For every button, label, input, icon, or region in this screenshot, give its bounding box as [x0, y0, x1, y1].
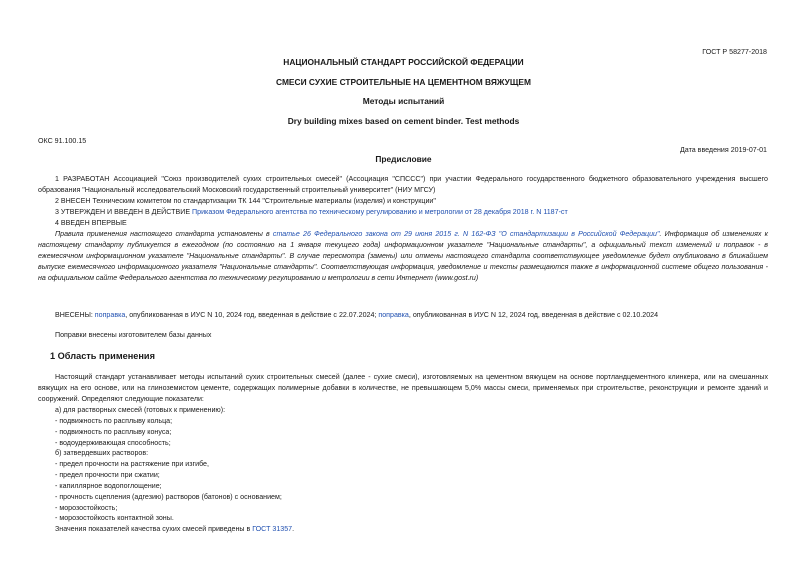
foreword-title: Предисловие: [375, 154, 432, 164]
section-1-last-line: [55, 524, 294, 535]
list-item: - прочность сцепления (адгезию) растворов (батонов) с основанием;: [55, 493, 282, 501]
list-item: - предел прочности на растяжение при изгибе,: [55, 460, 209, 468]
title-methods: Методы испытаний: [362, 96, 445, 106]
amendments-line: [55, 310, 658, 321]
amendments-prefix: ВНЕСЕНЫ:: [55, 311, 95, 319]
list-item: - водоудерживающая способность;: [55, 439, 171, 447]
list-item: - предел прочности при сжатии;: [55, 471, 160, 479]
amendments-note: Поправки внесены изготовителем базы данных: [55, 331, 212, 339]
list-item: б) затвердевших растворов:: [55, 449, 149, 457]
foreword-item-3-prefix: 3 УТВЕРЖДЕН И ВВЕДЕН В ДЕЙСТВИЕ: [55, 208, 193, 216]
foreword-item-2: 2 ВНЕСЕН Техническим комитетом по стандартизации ТК 144 "Строительные материалы (изделия) и конструкции": [55, 197, 436, 205]
list-item: - морозостойкость контактной зоны.: [55, 514, 174, 522]
intro-date: Дата введения 2019-07-01: [680, 146, 767, 154]
section-1-paragraph-text: Настоящий стандарт устанавливает методы испытаний сухих строительных смесей (далее - сухие смеси), изготовляемых на цементном вяжущем на основе портландцементного клинкера, или на смешанных вяжущих на его основе, или на глиноземистом цементе, содержащих полимерные добавки в количестве, не превышающем 5,0% массы смеси, применяемых при строительстве, реконструкции и ремонте зданий и сооружений. Определяют следующие показатели:: [38, 373, 768, 403]
last-line-prefix: Значения показателей качества сухих смесей приведены в: [55, 525, 253, 533]
section-1-title: 1 Область применения: [50, 351, 155, 361]
doc-code: ГОСТ Р 58277-2018: [702, 48, 767, 56]
rules-prefix: Правила применения настоящего стандарта установлены в: [55, 230, 273, 238]
federal-law-link[interactable]: статье 26 Федерального закона от 29 июня 2015 г. N 162-ФЗ "О стандартизации в Российской Федерации": [272, 230, 660, 238]
foreword-item-1: [38, 174, 768, 196]
oks-code: ОКС 91.100.15: [38, 137, 87, 145]
order-link[interactable]: Приказом Федерального агентства по техническому регулированию и метрологии от 28 декабря 2018 г. N 1187-ст: [192, 208, 568, 216]
title-english: Dry building mixes based on cement binder. Test methods: [287, 116, 520, 126]
amendment-link-1[interactable]: поправка: [94, 311, 126, 319]
section-1-paragraph: [38, 372, 768, 405]
foreword-item-4: 4 ВВЕДЕН ВПЕРВЫЕ: [55, 219, 127, 227]
gost-31357-link[interactable]: ГОСТ 31357: [252, 525, 293, 533]
list-item: а) для растворных смесей (готовых к применению):: [55, 406, 226, 414]
list-item: - капиллярное водопоглощение;: [55, 482, 162, 490]
foreword-item-1-text: 1 РАЗРАБОТАН Ассоциацией "Союз производителей сухих строительных смесей" (Ассоциация "СПССС") при участии Федерального государственного бюджетного образовательного учреждения высшего образования "Национальный исследовательский Московский государственный строительный университет" (НИУ МГСУ): [38, 175, 768, 194]
last-line-suffix: .: [292, 525, 295, 533]
list-item: - морозостойкость;: [55, 504, 118, 512]
rules-rest: . Информация об изменениях к настоящему стандарту публикуется в ежегодном (по состоянию на 1 января текущего года) информационном указателе "Национальные стандарты", а официальный текст изменений и поправок - в ежемесячном информационном указателе "Национальные стандарты". В случае пересмотра (замены) или отмены настоящего стандарта соответствующее уведомление будет опубликовано в ближайшем выпуске ежемесячного информационного указателя "Национальные стандарты". Соответствующая информация, уведомление и тексты размещаются также в информационной системе общего пользования - на официальном сайте Федерального агентства по техническому регулированию и метрологии в сети Интернет (www.gost.ru): [38, 230, 768, 282]
list-item: - подвижность по расплыву конуса;: [55, 428, 172, 436]
amendment-link-2[interactable]: поправка: [378, 311, 409, 319]
amendment-text-2: , опубликованная в ИУС N 12, 2024 год, введенная в действие с 02.10.2024: [408, 311, 659, 319]
rules-paragraph: [38, 229, 768, 284]
foreword-item-3: [55, 207, 568, 218]
title-main: СМЕСИ СУХИЕ СТРОИТЕЛЬНЫЕ НА ЦЕМЕНТНОМ ВЯЖУЩЕМ: [276, 77, 531, 87]
list-item: - подвижность по расплыву кольца;: [55, 417, 173, 425]
amendment-text-1: , опубликованная в ИУС N 10, 2024 год, введенная в действие с 22.07.2024;: [125, 311, 379, 319]
title-national-standard: НАЦИОНАЛЬНЫЙ СТАНДАРТ РОССИЙСКОЙ ФЕДЕРАЦИИ: [283, 57, 524, 67]
